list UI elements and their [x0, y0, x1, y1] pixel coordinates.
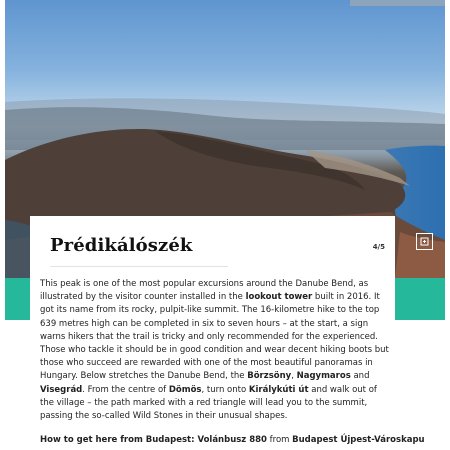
top-overlay-bar — [350, 0, 445, 6]
accent-band-left — [5, 278, 30, 320]
bold-text: Budapest Újpest-Városkapu — [292, 435, 425, 445]
text-run: , — [291, 371, 297, 382]
content-card — [30, 216, 425, 450]
text-run: , turn onto — [201, 384, 249, 395]
bold-text: Nagymaros — [296, 371, 351, 382]
text-run: built in 2016. It got its name from its rocky, pulpit-like summit. The 16-kilometre hike to the top 639 metres high can be completed in six to seven hours – at the start, a sign warns hikers that the trail is tricky and only recommended for the experienced. Those who tackle it should be in good condition and wear decent hiking boots but those who succeed are rewarded with one of the most beautiful panoramas in Hungary. Below stretches the Danube Bend, the — [40, 292, 389, 382]
bold-text: Királykúti út — [248, 384, 309, 395]
directions-paragraph — [40, 434, 425, 447]
bold-text: Börzsöny — [247, 371, 292, 382]
text-run: . From the centre of — [82, 384, 169, 395]
accent-band-right — [395, 278, 445, 320]
text-run: and — [350, 371, 370, 382]
text-run: from — [266, 435, 293, 445]
bold-text: Dömös — [168, 384, 202, 395]
expand-button[interactable] — [416, 233, 433, 250]
text-run: and walk out of the village – the path marked with a red triangle will lead you to the summit, passing the so-called Wild Stones in their unusual shapes. — [40, 384, 377, 422]
bold-text: lookout tower — [245, 292, 313, 303]
title-divider — [50, 266, 228, 267]
expand-icon — [420, 237, 429, 246]
text-run: This peak is one of the most popular excursions around the Danube Bend, as illustrated by the visitor counter installed in the — [40, 279, 369, 303]
page-title: Prédikálószék — [50, 235, 193, 256]
body-paragraph — [40, 278, 390, 423]
bold-text: Visegrád — [40, 384, 83, 395]
slide-counter: 4/5 — [372, 243, 385, 251]
bold-text: How to get here from Budapest: Volánbusz 880 — [40, 435, 267, 445]
